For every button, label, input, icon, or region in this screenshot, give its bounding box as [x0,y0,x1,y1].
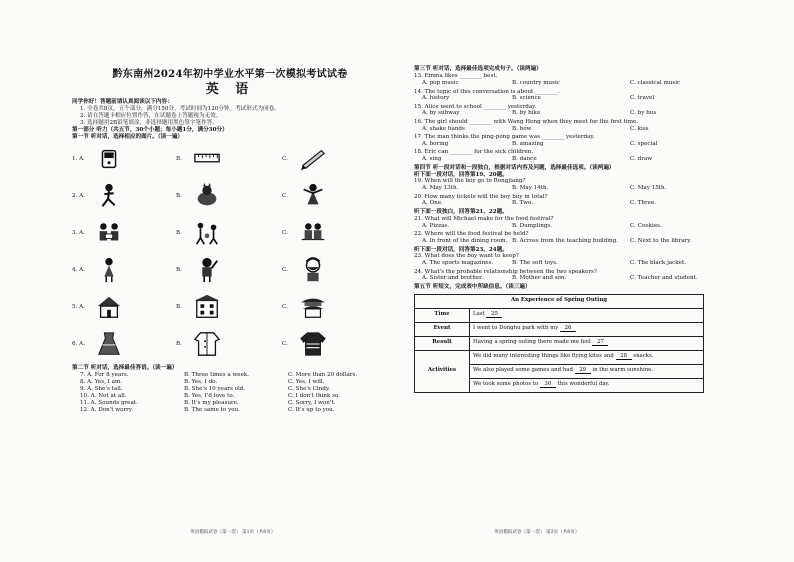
option-label[interactable]: B. [176,303,182,310]
option-label[interactable]: C. [282,155,288,162]
answer-option[interactable]: A. boring [422,140,449,147]
option-label[interactable]: C. [282,266,288,273]
option-label[interactable]: B. [176,340,182,347]
question-stem: 15. Alice went to school ________ yesterday. [414,103,537,110]
picture-question-row [72,253,388,290]
question-stem: 13. Emma likes ________ best. [414,73,498,80]
answer-option[interactable]: A. The sports magazines. [422,260,494,267]
answer-option[interactable]: B. country music [512,80,560,87]
group2-questions [414,217,716,246]
kids-sitting-icon [298,219,328,247]
answer-option[interactable]: B. Dumplings. [512,222,553,229]
result-cell: Having a spring outing there made me feel 27 [470,336,704,350]
notice-heading: 同学你好！答题前请认真阅读以下内容： [72,99,173,105]
answer-option[interactable]: B. amazing [512,140,544,147]
girl-standing-icon [94,256,124,284]
right-footer: 英语模拟试卷（第一次） 第2页（共8页） [494,530,580,536]
left-page [72,66,388,536]
picture-question-row [72,290,388,327]
answer-option[interactable]: 8. A. Yes, I am. [80,378,123,385]
sweater-icon [298,330,328,358]
answer-option[interactable]: C. draw [630,155,653,162]
option-row [414,157,716,164]
group3-heading: 听下面一段对话，回答第23、24题。 [414,246,508,253]
event-cell: I went to Donghu park with my 26 [470,322,704,336]
option-label[interactable]: B. [176,155,182,162]
activities-label: Activities [415,350,470,392]
answer-option[interactable]: C. Next to the library. [630,237,692,244]
answer-option[interactable]: C. She's Cindy. [288,385,331,392]
answer-option[interactable]: 9. A. She's tall. [80,385,123,392]
option-label[interactable]: B. [176,192,182,199]
answer-option[interactable]: C. It's up to you. [288,406,335,413]
activity-2-cell: We also played some games and had 29 in the warm sunshine. [470,364,704,378]
picture-question-row [72,327,388,364]
option-label[interactable]: C. [282,340,288,347]
temple-icon [298,293,328,321]
blank-25[interactable]: 25 [486,312,502,318]
result-label: Result [415,336,470,350]
blank-29[interactable]: 29 [575,368,591,374]
answer-option[interactable]: C. travel [630,95,655,102]
answer-option[interactable]: C. More than 20 dollars. [288,371,358,378]
question-stem: 18. Eric can ________ for the sick children. [414,149,534,156]
answer-option[interactable]: B. Yes, I'd love to. [184,392,235,399]
option-row [414,111,716,118]
blank-28[interactable]: 28 [616,354,632,360]
blank-26[interactable]: 26 [560,326,576,332]
answer-option[interactable]: C. Teacher and student. [630,275,698,282]
exam-subject: 英 语 [205,82,255,97]
answer-option[interactable]: B. It's my pleasure. [184,399,239,406]
question-stem: 24. What's the probable relationship between the two speakers? [414,268,597,275]
answer-option[interactable]: A. sing [422,155,442,162]
coat-icon [192,330,222,358]
option-label[interactable]: 5. A. [72,303,85,310]
question-stem: 14. The topic of this conversation is about ________. [414,88,560,95]
option-label[interactable]: C. [282,303,288,310]
answer-option[interactable]: 12. A. Don't worry. [80,406,133,413]
answer-option[interactable]: B. The soft toys. [512,260,558,267]
section3-heading: 第三节 听对话，选择最佳选项完成句子。（读两遍） [414,66,542,73]
picture-question-row [72,216,388,253]
option-label[interactable]: 3. A. [72,229,85,236]
table-title: An Experience of Spring Outing [415,294,704,308]
pen-icon [298,145,328,173]
option-row [414,127,716,134]
answer-option[interactable]: C. classical music [630,80,681,87]
time-cell: Last 25 [470,308,704,322]
answer-option[interactable]: B. Mother and son. [512,275,567,282]
notice-3: 3. 选择题用2B铅笔填涂，非选择题用黑色签字笔作答。 [80,119,218,126]
answer-option[interactable]: A. Sister and brother. [422,275,484,282]
time-label: Time [415,308,470,322]
option-row [414,276,716,283]
blank-27[interactable]: 27 [592,340,608,346]
response-row [72,408,388,415]
answer-option[interactable]: A. shake hands [422,125,465,132]
answer-option[interactable]: C. Three. [630,200,657,207]
answer-option[interactable]: A. May 13th. [422,185,459,192]
option-label[interactable]: B. [176,266,182,273]
picture-question-row [72,142,388,179]
answer-option[interactable]: B. by bike [512,110,541,117]
option-label[interactable]: 6. A. [72,340,85,347]
group1-questions [414,179,716,208]
option-row [414,81,716,88]
group3-questions [414,254,716,283]
answer-option[interactable]: C. Yes, I will. [288,378,325,385]
option-row [414,261,716,268]
activity-3-cell: We took some photos to 30 this wonderful day. [470,378,704,392]
dress-icon [94,330,124,358]
question-stem: 19. When will the boy go to Rongjiang? [414,178,526,185]
option-row [414,239,716,246]
option-label[interactable]: C. [282,229,288,236]
answer-option[interactable]: A. Pizzas. [422,222,450,229]
section3-questions [414,74,716,164]
answer-option[interactable]: A. pop music [422,80,459,87]
option-label[interactable]: 1. A. [72,155,85,162]
answer-option[interactable]: C. Sorry, I won't. [288,399,336,406]
ruler-icon [192,145,222,173]
notice-2: 2. 请在答题卡相应位置作答，在试题卷上答题视为无效。 [80,112,222,119]
cat-icon [192,182,222,210]
answer-option[interactable]: A. One. [422,200,443,207]
option-row [414,96,716,103]
answer-option[interactable]: C. Cookies. [630,222,662,229]
answer-option[interactable]: A. In front of the dining room. [422,237,508,244]
answer-option[interactable]: B. Yes, I do. [184,378,218,385]
building-icon [192,293,222,321]
section1-heading: 第一节 听对话，选择相应的图片。（读一遍） [72,133,184,140]
answer-option[interactable]: C. The black jacket. [630,260,686,267]
answer-option[interactable]: B. science [512,95,541,102]
left-footer: 英语模拟试卷（第一次） 第1页（共8页） [190,530,276,536]
girl-dancing-icon [298,182,328,210]
event-label: Event [415,322,470,336]
kids-playing-icon [192,219,222,247]
kids-reading-icon [94,219,124,247]
boy-running-icon [94,182,124,210]
answer-option[interactable]: A. by subway [422,110,460,117]
option-row [414,224,716,231]
question-stem: 22. Where will the food festival be held? [414,231,529,238]
answer-option[interactable]: C. by bus [630,110,657,117]
answer-option[interactable]: C. kiss [630,125,649,132]
question-stem: 23. What does the boy want to keep? [414,253,519,260]
answer-option[interactable]: B. She's 10 years old. [184,385,246,392]
option-label[interactable]: 2. A. [72,192,85,199]
notice-1: 1. 全卷共8页，五个部分，满分150分，考试时间为120分钟。考试形式为闭卷。 [80,105,280,112]
answer-option[interactable]: C. special [630,140,658,147]
question-stem: 20. How many tickets will the boy buy in total? [414,193,548,200]
picture-questions [72,142,388,364]
answer-option[interactable]: 7. A. For 8 years. [80,371,129,378]
option-label[interactable]: B. [176,229,182,236]
question-stem: 16. The girl should ________ with Wang Hong when they meet for the first time. [414,118,639,125]
answer-option[interactable]: B. Across from the teaching building. [512,237,619,244]
answer-option[interactable]: C. I don't think so. [288,392,341,399]
activity-1-cell: We did many interesting things like flying kites and 28 snacks. [470,350,704,364]
answer-option[interactable]: B. The same to you. [184,406,240,413]
answer-option[interactable]: C. May 15th. [630,185,667,192]
spring-outing-table [414,294,704,393]
response-questions [72,373,388,415]
option-row [414,186,716,193]
picture-question-row [72,179,388,216]
answer-option[interactable]: B. May 14th. [512,185,549,192]
phone-icon [94,145,124,173]
question-stem: 21. What will Michael make for the food festival? [414,215,554,222]
section4-heading: 第四节 听一段对话和一段独白，根据对话内容及问题，选择最佳选项。（读两遍） [414,164,615,171]
answer-option[interactable]: B. bow [512,125,532,132]
option-row [414,201,716,208]
option-row [414,142,716,149]
group1-heading: 听下面一段对话，回答第19、20题。 [414,171,508,178]
option-label[interactable]: 4. A. [72,266,85,273]
answer-option[interactable]: B. Two. [512,200,534,207]
group2-heading: 听下面一段独白，回答第21、22题。 [414,209,508,215]
answer-option[interactable]: B. dance [512,155,537,162]
exam-title: 黔东南州2024年初中学业水平第一次模拟考试试卷 [112,69,348,80]
section2-heading: 第二节 听对话，选择最佳答语。（读一遍） [72,364,178,371]
question-stem: 17. The man thinks the ping-pong game was ________ yesterday. [414,134,595,140]
answer-option[interactable]: 11. A. Sounds great. [80,399,138,406]
woman-laughing-icon [298,256,328,284]
blank-30[interactable]: 30 [540,382,556,388]
option-label[interactable]: C. [282,192,288,199]
answer-option[interactable]: A. history [422,95,450,102]
right-page [414,66,716,536]
boy-waving-icon [192,256,222,284]
answer-option[interactable]: 10. A. Not at all. [80,392,127,399]
answer-option[interactable]: B. Three times a week. [184,371,250,378]
section5-heading: 第五节 听短文，完成表中所缺信息。（读三遍） [414,284,531,290]
part1-heading: 第一部分 听力（共五节，30个小题；每小题1分，满分30分） [72,126,228,133]
house-icon [94,293,124,321]
